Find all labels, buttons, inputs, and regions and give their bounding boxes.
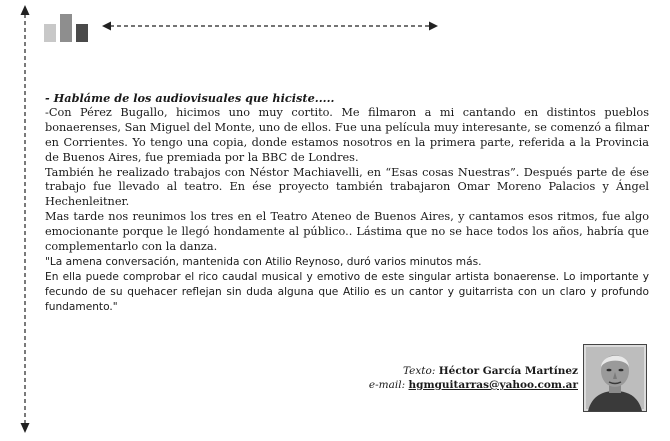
portrait-image <box>584 345 646 411</box>
header-bars-decoration <box>44 12 94 42</box>
closing-quote-line-1: "La amena conversación, mantenida con Atilio Reynoso, duró varios minutos más. <box>45 255 482 268</box>
author-line <box>369 364 578 378</box>
bar-light <box>44 24 56 42</box>
answer-paragraph-1: -Con Pérez Bugallo, hicimos uno muy cortito. Me filmaron a mi cantando en distintos pueblos bonaerenses, San Miguel del Monte, uno de ellos. Fue una película muy interesante, se comenzó a filmar en Corrientes. Yo tengo una copia, donde estamos nosotros en la primera parte, referida a la Provincia de Buenos Aires, fue premiada por la BBC de Londres. <box>45 105 649 164</box>
horizontal-dashed-arrow <box>102 19 438 33</box>
author-credits <box>369 364 578 392</box>
author-photo <box>583 344 647 412</box>
bar-dark <box>76 24 88 42</box>
email-link[interactable]: hgmguitarras@yahoo.com.ar <box>408 379 578 391</box>
answer-paragraph-3: Mas tarde nos reunimos los tres en el Teatro Ateneo de Buenos Aires, y cantamos esos ritmos, fue algo emocionante porque le llegó hondamente al público.. Lástima que no se hace todos los años, habría que complementarlo con la danza. <box>45 210 649 254</box>
closing-quote-line-2: En ella puede comprobar el rico caudal musical y emotivo de este singular artista bonaerense. Lo importante y fecundo de su quehacer reflejan sin duda alguna que Atilio es un cantor y guitarrista con un claro y profundo fundamento." <box>45 270 649 313</box>
author-name: Héctor García Martínez <box>438 365 578 377</box>
vertical-dashed-arrow <box>18 4 32 434</box>
email-line <box>369 378 578 392</box>
interview-question: - Habláme de los audiovisuales que hiciste..... <box>45 91 335 105</box>
answer-paragraph-2: También he realizado trabajos con Néstor Machiavelli, en “Esas cosas Nuestras”. Después parte de ése trabajo fue llevado al teatro. En ése proyecto también trabajaron Omar Moreno Palacios y Ángel Hechenleitner. <box>45 165 649 209</box>
text-label: Texto: <box>402 365 436 377</box>
bar-mid <box>60 14 72 42</box>
email-label: e-mail: <box>368 379 406 391</box>
article-body <box>45 91 649 315</box>
